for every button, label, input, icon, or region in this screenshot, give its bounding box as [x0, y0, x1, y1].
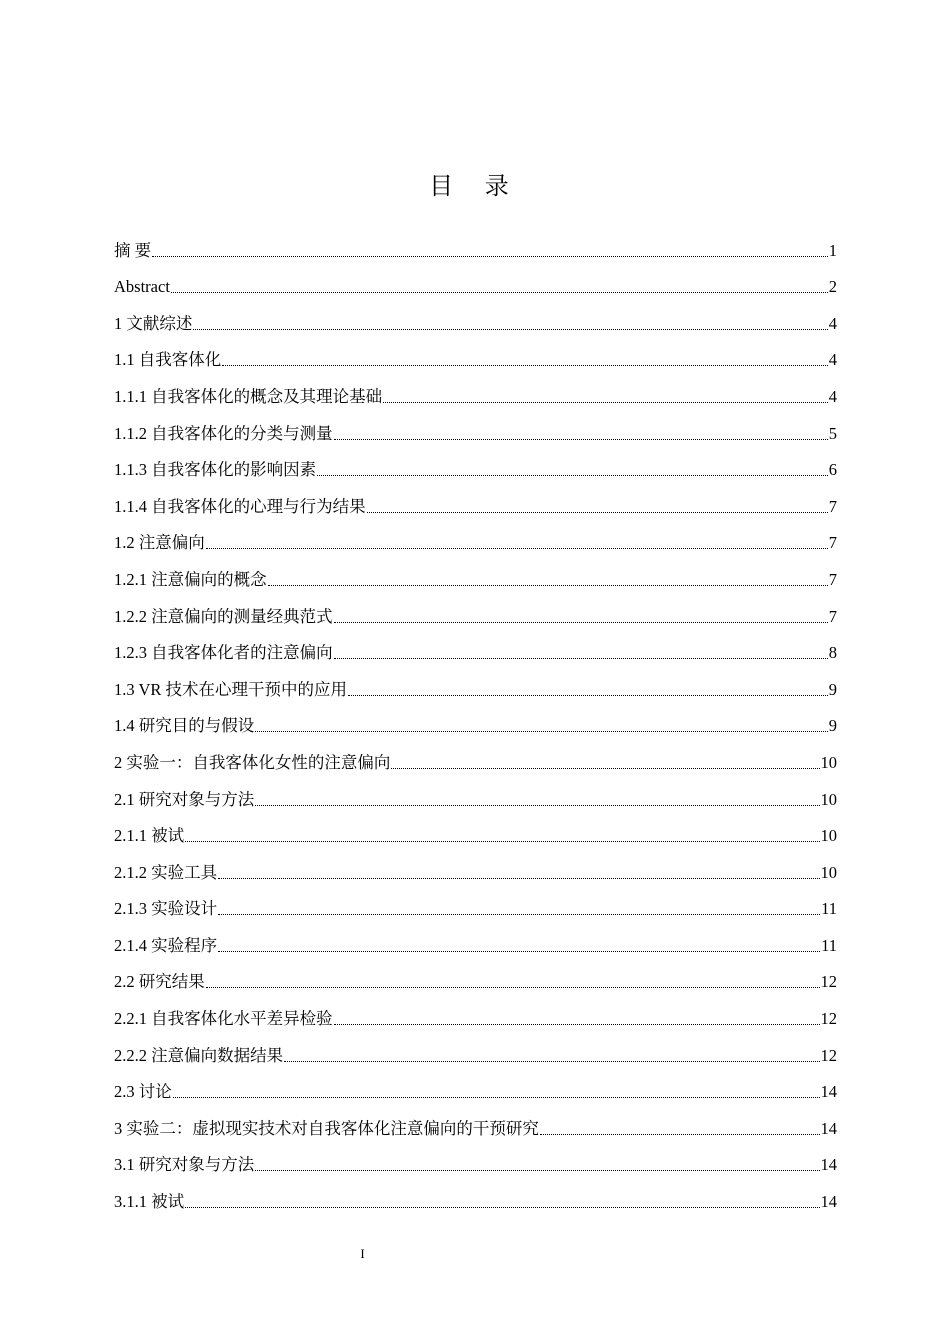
toc-dot-leader [317, 475, 828, 476]
toc-entry[interactable] [114, 810, 837, 847]
toc-entry-label: 1.2.3 自我客体化者的注意偏向 [114, 643, 333, 663]
toc-entry-page: 14 [820, 1082, 837, 1102]
toc-title: 目 录 [429, 172, 521, 200]
toc-entry-label: 2.2 研究结果 [114, 972, 205, 992]
toc-entry[interactable] [114, 1139, 837, 1176]
toc-entry-page: 10 [820, 789, 837, 809]
toc-entry-label: 1.4 研究目的与假设 [114, 716, 255, 736]
toc-entry-page: 10 [820, 826, 837, 846]
toc-dot-leader [206, 987, 820, 988]
toc-entry-page: 7 [828, 496, 837, 516]
toc-entry-page: 7 [828, 569, 837, 589]
toc-entry[interactable] [114, 919, 837, 956]
toc-entry-page: 4 [828, 313, 837, 333]
toc-entry-page: 10 [820, 752, 837, 772]
toc-entry[interactable] [114, 334, 837, 371]
toc-entry-label: 3.1.1 被试 [114, 1192, 185, 1212]
toc-dot-leader [334, 439, 828, 440]
toc-dot-leader [185, 841, 819, 842]
toc-entry[interactable] [114, 517, 837, 554]
toc-entry-page: 14 [820, 1118, 837, 1138]
toc-entry[interactable] [114, 992, 837, 1029]
toc-dot-leader [206, 548, 828, 549]
toc-dot-leader [383, 402, 828, 403]
toc-dot-leader [284, 1061, 819, 1062]
toc-dot-leader [255, 805, 819, 806]
toc-entry-label: 3.1 研究对象与方法 [114, 1155, 255, 1175]
toc-entry-page: 12 [820, 972, 837, 992]
toc-entry-label: 1.1.1 自我客体化的概念及其理论基础 [114, 386, 383, 406]
toc-entry[interactable] [114, 1029, 837, 1066]
toc-entry-page: 2 [828, 277, 837, 297]
toc-entry-label: 2.1 研究对象与方法 [114, 789, 255, 809]
toc-dot-leader [334, 622, 828, 623]
toc-entry-label: 2 实验一：自我客体化女性的注意偏向 [114, 752, 391, 772]
table-of-contents [114, 224, 837, 1212]
toc-entry[interactable] [114, 956, 837, 993]
toc-entry-label: 1.2 注意偏向 [114, 533, 205, 553]
toc-entry-page: 9 [828, 716, 837, 736]
toc-entry-label: 1.1.4 自我客体化的心理与行为结果 [114, 496, 366, 516]
toc-entry-page: 4 [828, 386, 837, 406]
toc-entry-page: 11 [821, 935, 837, 955]
toc-dot-leader [218, 914, 820, 915]
toc-entry[interactable] [114, 370, 837, 407]
toc-entry[interactable] [114, 553, 837, 590]
toc-entry-label: 2.3 讨论 [114, 1082, 172, 1102]
toc-entry[interactable] [114, 1175, 837, 1212]
toc-dot-leader [255, 731, 828, 732]
toc-entry-label: 1.1.2 自我客体化的分类与测量 [114, 423, 333, 443]
toc-entry[interactable] [114, 627, 837, 664]
toc-entry-page: 5 [828, 423, 837, 443]
toc-entry-page: 10 [820, 862, 837, 882]
toc-dot-leader [268, 585, 828, 586]
toc-entry-page: 6 [828, 460, 837, 480]
toc-entry-page: 14 [820, 1192, 837, 1212]
toc-dot-leader [193, 329, 827, 330]
toc-dot-leader [334, 1024, 820, 1025]
toc-entry-label: 1 文献综述 [114, 313, 193, 333]
toc-dot-leader [367, 512, 828, 513]
toc-entry-page: 12 [820, 1045, 837, 1065]
toc-entry-label: 2.1.3 实验设计 [114, 899, 218, 919]
toc-dot-leader [222, 365, 828, 366]
toc-entry[interactable] [114, 736, 837, 773]
toc-entry-page: 11 [821, 899, 837, 919]
toc-entry[interactable] [114, 663, 837, 700]
toc-entry[interactable] [114, 297, 837, 334]
toc-dot-leader [218, 878, 819, 879]
toc-dot-leader [391, 768, 819, 769]
toc-entry-page: 1 [828, 240, 837, 260]
toc-entry[interactable] [114, 261, 837, 298]
toc-entry-label: 摘 要 [114, 240, 152, 260]
toc-entry-label: 2.1.1 被试 [114, 826, 185, 846]
toc-entry-label: 1.2.2 注意偏向的测量经典范式 [114, 606, 333, 626]
toc-entry-page: 8 [828, 643, 837, 663]
toc-dot-leader [348, 695, 828, 696]
toc-entry-label: 3 实验二：虚拟现实技术对自我客体化注意偏向的干预研究 [114, 1118, 539, 1138]
toc-entry[interactable] [114, 700, 837, 737]
page-number: I [360, 1246, 365, 1261]
toc-dot-leader [185, 1207, 819, 1208]
toc-entry-page: 7 [828, 606, 837, 626]
toc-entry[interactable] [114, 1102, 837, 1139]
toc-entry-label: 1.2.1 注意偏向的概念 [114, 569, 267, 589]
toc-entry-label: 2.2.1 自我客体化水平差异检验 [114, 1009, 333, 1029]
toc-entry-label: 1.1 自我客体化 [114, 350, 222, 370]
toc-entry-page: 14 [820, 1155, 837, 1175]
toc-entry[interactable] [114, 480, 837, 517]
toc-dot-leader [152, 256, 828, 257]
toc-entry[interactable] [114, 883, 837, 920]
toc-dot-leader [173, 1097, 820, 1098]
toc-entry-label: 2.1.2 实验工具 [114, 862, 218, 882]
toc-entry-label: 2.1.4 实验程序 [114, 935, 218, 955]
toc-entry[interactable] [114, 444, 837, 481]
toc-dot-leader [334, 658, 828, 659]
toc-dot-leader [171, 292, 828, 293]
toc-entry-label: Abstract [114, 277, 170, 297]
toc-entry[interactable] [114, 590, 837, 627]
toc-entry-label: 1.3 VR 技术在心理干预中的应用 [114, 679, 347, 699]
toc-entry[interactable] [114, 224, 837, 261]
toc-entry-page: 9 [828, 679, 837, 699]
toc-dot-leader [255, 1170, 819, 1171]
toc-entry-page: 12 [820, 1009, 837, 1029]
toc-entry[interactable] [114, 407, 837, 444]
toc-entry[interactable] [114, 846, 837, 883]
toc-entry-label: 1.1.3 自我客体化的影响因素 [114, 460, 317, 480]
toc-entry-label: 2.2.2 注意偏向数据结果 [114, 1045, 284, 1065]
toc-dot-leader [540, 1134, 820, 1135]
toc-entry[interactable] [114, 773, 837, 810]
toc-dot-leader [218, 951, 820, 952]
toc-entry-page: 7 [828, 533, 837, 553]
toc-entry-page: 4 [828, 350, 837, 370]
toc-entry[interactable] [114, 1066, 837, 1103]
